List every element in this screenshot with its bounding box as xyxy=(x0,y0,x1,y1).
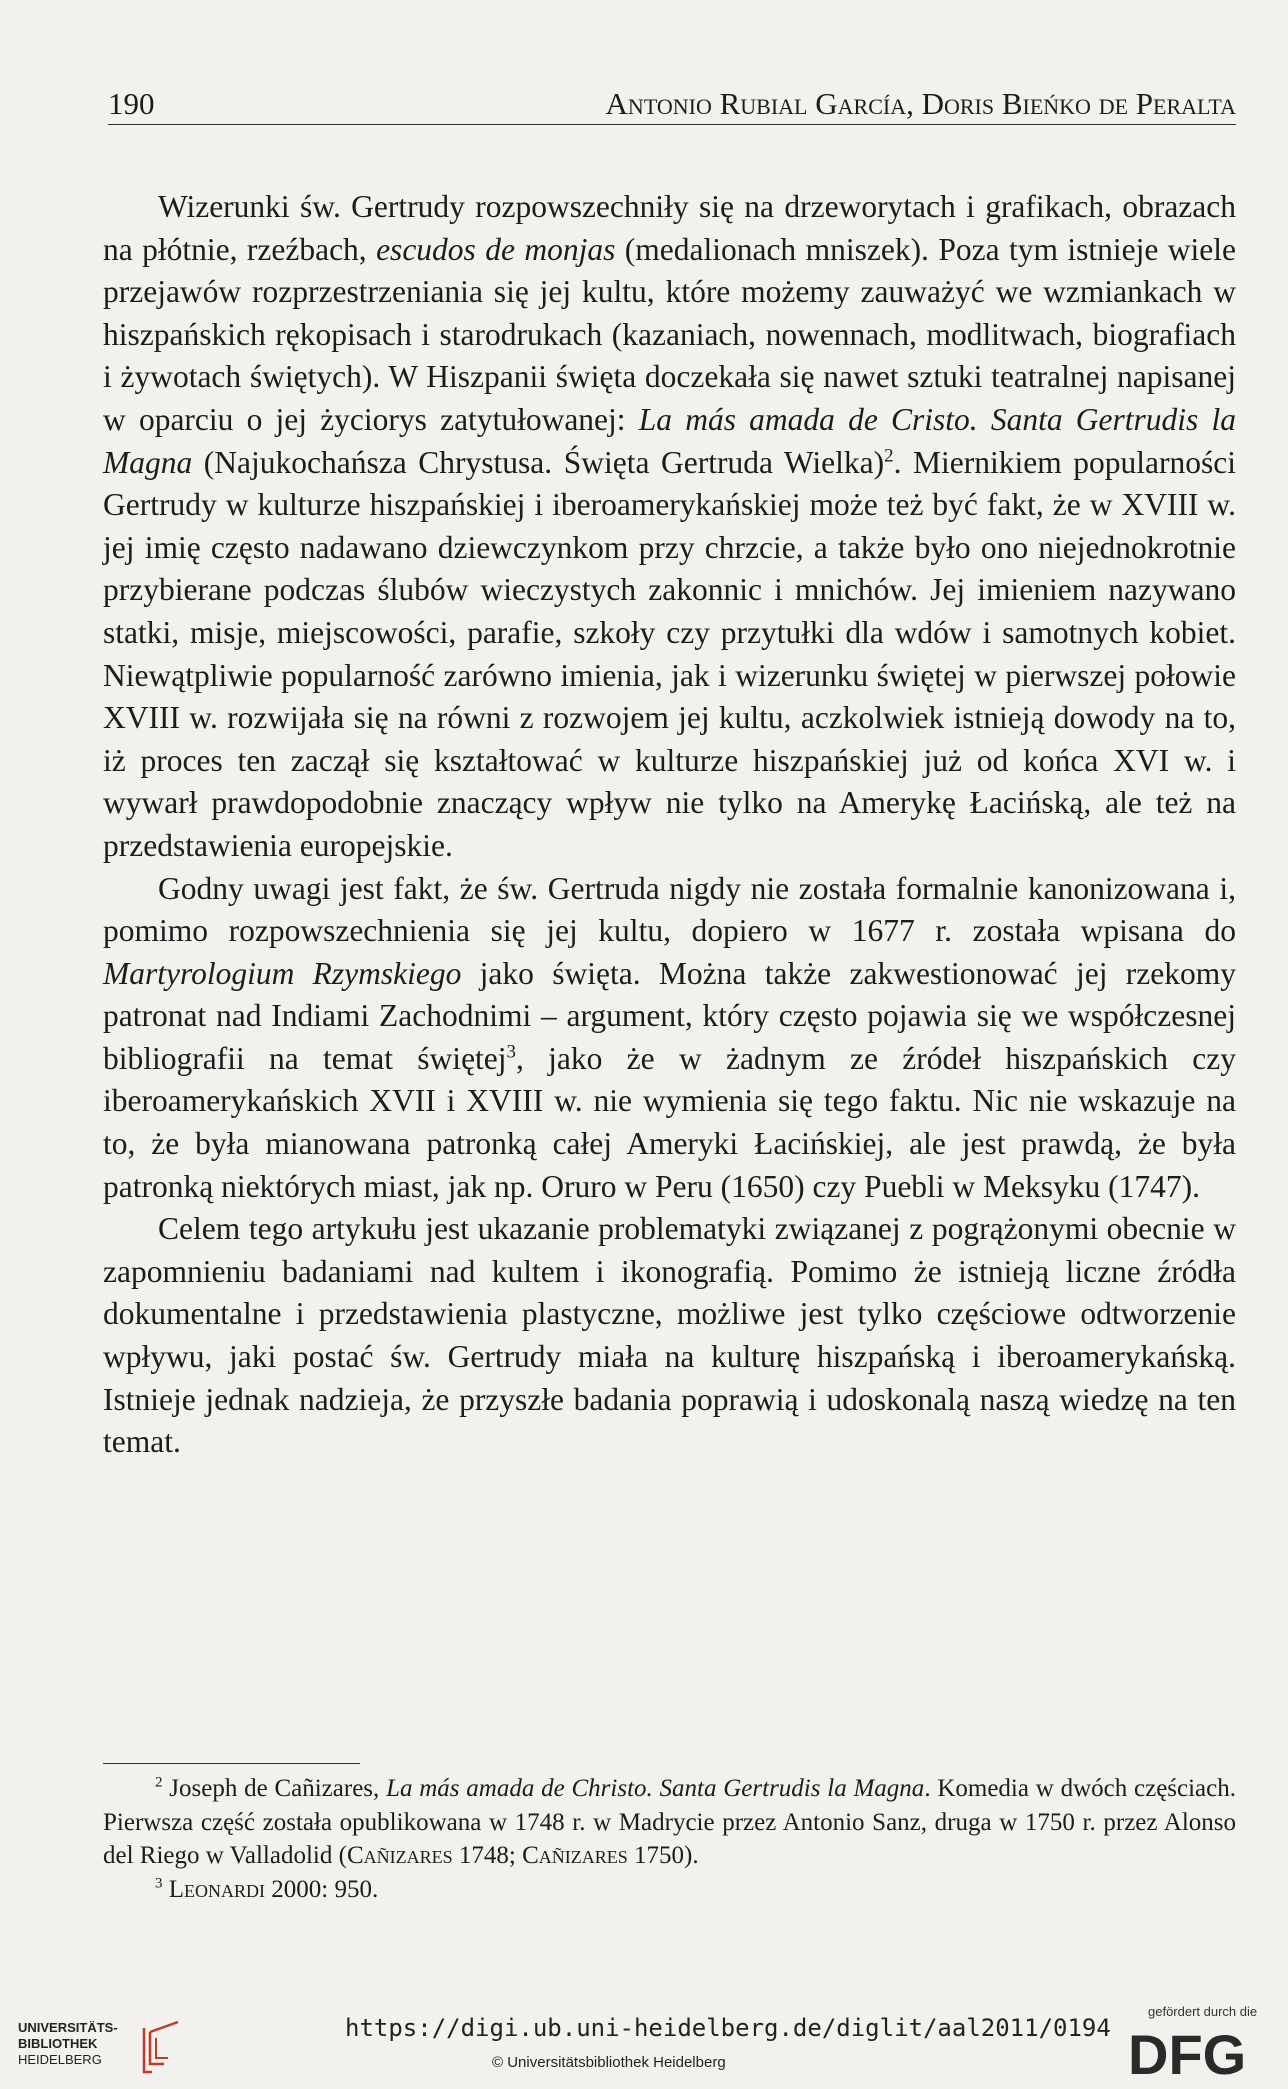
footnote-3: $^3$ Leonardi 2000: 950. xyxy=(155,1875,379,1903)
footer xyxy=(0,1996,1288,2089)
play-title: La más amada de Cristo. Santa Gertrudis la Magna xyxy=(103,401,1236,480)
footnote-ref-3[interactable]: 3 xyxy=(506,1041,516,1063)
paragraph-3: Celem tego artykułu jest ukazanie problematyki związanej z pogrążonymi obecnie w zapomnieniu badaniami nad kultem i ikonografią. Pomimo że istnieją liczne źródła dokumentalne i przedstawienia plastyczne, możliwe jest tylko częściowe odtworzenie wpływu, jaki postać św. Gertrudy miała na kulturę hiszpańską i iberoamerykańską. Istnieje jednak nadzieja, że przyszłe badania poprawią i udoskonalą naszą wiedzę na ten temat. xyxy=(103,1211,1236,1460)
footnote-ref-2[interactable]: 2 xyxy=(884,445,894,467)
footnote-rule xyxy=(103,1763,360,1764)
library-logo[interactable]: UNIVERSITÄTS- BIBLIOTHEK HEIDELBERG xyxy=(18,2020,188,2076)
paragraph-2: Godny uwagi jest fakt, że św. Gertruda nigdy nie została formalnie kanonizowana i, pomimo rozpowszechnienia się jej kultu, dopiero w 1677 r. została wpisana do Martyrologium Rzymskiego jako święta. Można także zakwestionować jej rzekomy patronat nad Indiami Zachodnimi – argument, który często pojawia się we współczesnej bibliografii na temat świętej$^3$, jako że w żadnym ze źródeł hiszpańskich czy iberoamerykańskich XVII i XVIII w. nie wymienia się tego faktu. Nic nie wskazuje na to, że była mianowana patronką całej Ameryki Łacińskiej, ale jest prawdą, że była patronką niektórych miast, jak np. Oruro w Peru (1650) czy Puebli w Meksyku (1747). xyxy=(103,870,1236,1204)
footnotes xyxy=(103,1772,1236,1906)
paragraph-1: Wizerunki św. Gertrudy rozpowszechniły się na drzeworytach i grafikach, obrazach na płótnie, rzeźbach, escudos de monjas (medalionach mniszek). Poza tym istnieje wiele przejawów rozprzestrzeniania się jej kultu, które możemy zauważyć we wzmiankach w hiszpańskich rękopisach i starodrukach (kazaniach, nowennach, modlitwach, biografiach i żywotach świętych). W Hiszpanii święta doczekała się nawet sztuki teatralnej napisanej w oparciu o jej życiorys zatytułowanej: La más amada de Cristo. Santa Gertrudis la Magna (Najukochańsza Chrystusa. Święta Gertruda Wielka)$^2$. Miernikiem popularności Gertrudy w kulturze hiszpańskiej i iberoamerykańskiej może też być fakt, że w XVIII w. jej imię często nadawano dziewczynkom przy chrzcie, a także było ono niejednokrotnie przybierane podczas ślubów wieczystych zakonnic i mnichów. Jej imieniem nazywano statki, misje, miejscowości, parafie, szkoły czy przytułki dla wdów i samotnych kobiet. Niewątpliwie popularność zarówno imienia, jak i wizerunku świętej w pierwszej połowie XVIII w. rozwijała się na równi z rozwojem jej kultu, aczkolwiek istnieją dowody na to, iż proces ten zaczął się kształtować w kulturze hiszpańskiej już od końca XVI w. i wywarł prawdopodobnie znaczący wpływ nie tylko na Amerykę Łacińską, ale też na przedstawienia europejskie. xyxy=(103,189,1237,863)
page-number: 190 xyxy=(108,86,155,121)
library-mark-icon xyxy=(138,2020,186,2076)
digital-copy-url[interactable]: https://digi.ub.uni-heidelberg.de/diglit/aal2011/0194 xyxy=(345,2014,1111,2042)
italic-term: escudos de monjas xyxy=(376,231,616,267)
copyright-notice: © Universitätsbibliothek Heidelberg xyxy=(492,2054,726,2071)
footnote-2: $^2$ Joseph de Cañizares, La más amada de Christo. Santa Gertrudis la Magna. Komedia w dwóch częściach. Pierwsza część została opublikowana w 1748 r. w Madrycie przez Antonio Sanz, druga w 1750 r. przez Alonso del Riego w Valladolid (Cañizares 1748; Cañizares 1750). xyxy=(103,1774,1236,1869)
running-head xyxy=(108,84,1236,125)
dfg-logo-icon xyxy=(1120,2020,1280,2084)
dfg-logo[interactable]: gefördert durch die DFG xyxy=(1120,2004,1280,2084)
running-head-authors: Antonio Rubial García, Doris Bieńko de Peralta xyxy=(605,86,1236,121)
italic-title: Martyrologium Rzymskiego xyxy=(103,955,462,991)
svg-text:DFG: DFG xyxy=(1128,2023,1247,2084)
body-text xyxy=(103,186,1236,1464)
